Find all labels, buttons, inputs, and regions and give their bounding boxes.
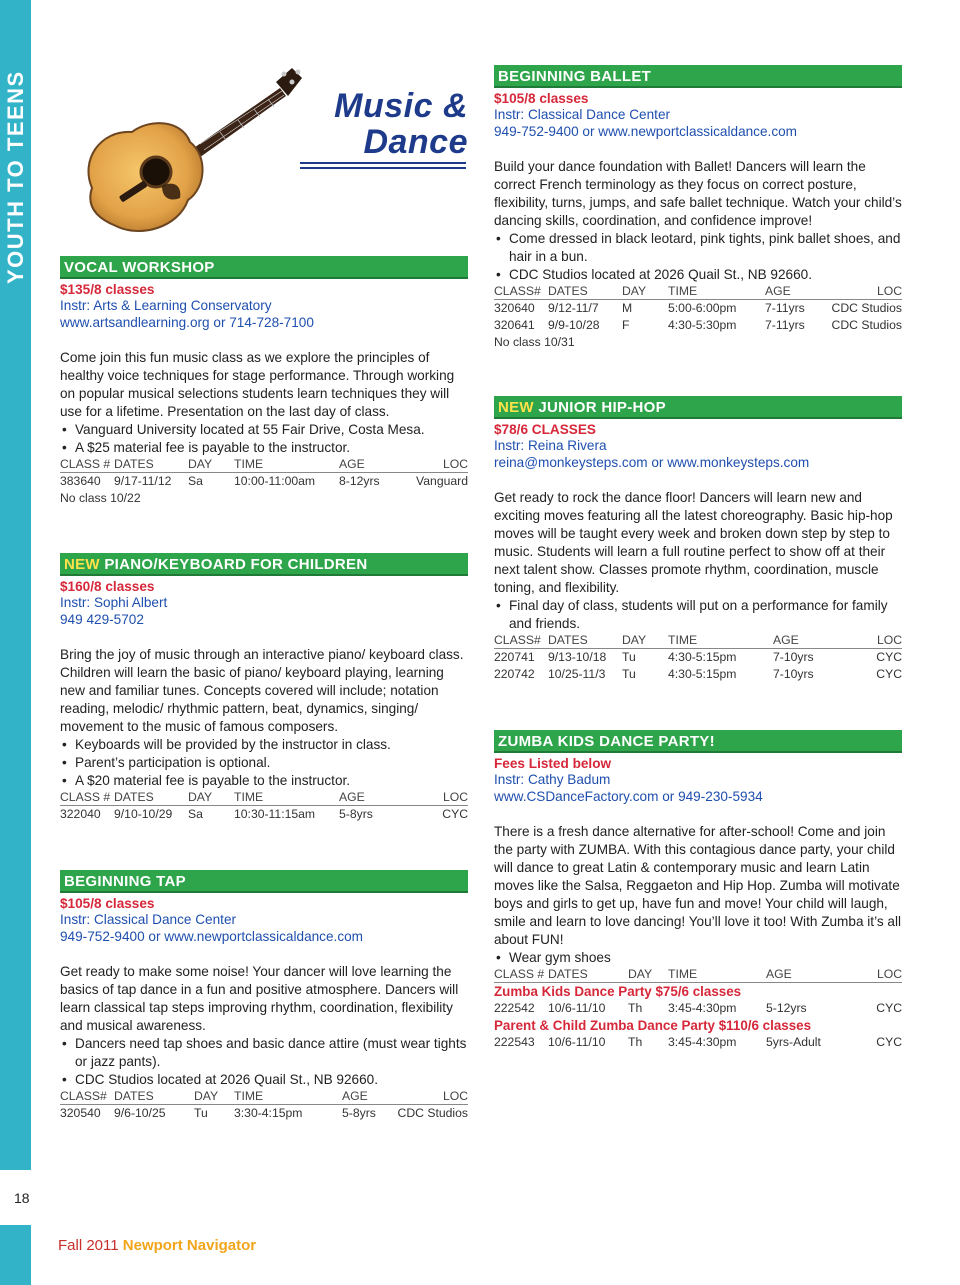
cell: 10/6-11/10 [548, 1001, 606, 1015]
cell: 320640 [494, 301, 535, 315]
table-header-row [494, 967, 902, 983]
cell: 3:30-4:15pm [234, 1106, 303, 1120]
new-badge: NEW [64, 556, 100, 573]
class-price: $160/8 classes [60, 579, 155, 594]
cell: 8-12yrs [339, 474, 380, 488]
section-junior-hip-hop [494, 396, 902, 683]
cell: 9/9-10/28 [548, 318, 600, 332]
cell: 5-8yrs [339, 807, 373, 821]
cell: 220741 [494, 650, 535, 664]
cell: 4:30-5:15pm [668, 667, 737, 681]
side-color-band-bottom [0, 1225, 31, 1285]
contact-link[interactable]: www.artsandlearning.org or 714-728-7100 [60, 314, 314, 330]
contact-phone[interactable]: 949 429-5702 [60, 611, 144, 627]
col-header: CLASS # [494, 967, 548, 983]
table-row [494, 1000, 902, 1017]
cell: 10/6-11/10 [548, 1035, 606, 1049]
class-option-price: Zumba Kids Dance Party $75/6 classes [494, 984, 742, 999]
col-header: DAY [188, 457, 234, 473]
bullet-list [494, 949, 902, 967]
footer-season: Fall 2011 [58, 1237, 119, 1254]
page-number: 18 [14, 1190, 30, 1206]
col-header: DATES [548, 967, 628, 983]
cell: 3:45-4:30pm [668, 1035, 737, 1049]
cell: 4:30-5:15pm [668, 650, 737, 664]
col-header: TIME [234, 1089, 342, 1105]
col-header: LOC [837, 633, 902, 649]
cell: Th [628, 1035, 643, 1049]
col-header: TIME [234, 790, 339, 806]
col-header: DAY [622, 633, 668, 649]
cell: 4:30-5:30pm [668, 318, 737, 332]
cell: 10:30-11:15am [234, 807, 316, 821]
page-title [298, 88, 468, 160]
table-header-row [60, 790, 468, 806]
bullet-item: • Vanguard University located at 55 Fair Drive, Costa Mesa. [60, 421, 468, 439]
description: Come join this fun music class as we explore the principles of healthy voice techniques for stage performance. Through working on popular musical selections students learn techniques they will use for a lifetime. Presentation on the last day of class. [60, 350, 455, 419]
schedule-table [60, 1089, 468, 1122]
col-header: DATES [114, 1089, 194, 1105]
subheading-row [494, 1017, 902, 1034]
bullet-list [60, 1035, 468, 1089]
col-header: AGE [766, 967, 844, 983]
cell: CYC [876, 667, 902, 681]
col-header: DAY [622, 284, 668, 300]
bullet-item: • A $25 material fee is payable to the instructor. [60, 439, 468, 457]
section-title [60, 553, 468, 576]
table-row [60, 1105, 468, 1123]
cell: 220742 [494, 667, 535, 681]
bullet-item: • Dancers need tap shoes and basic dance attire (must wear tights or jazz pants). [60, 1035, 468, 1071]
contact-link[interactable]: reina@monkeysteps.com or www.monkeysteps.com [494, 454, 810, 470]
cell: 3:45-4:30pm [668, 1001, 737, 1015]
cell: 222543 [494, 1035, 535, 1049]
col-header: TIME [668, 284, 765, 300]
cell: 10:00-11:00am [234, 474, 316, 488]
col-header: TIME [668, 633, 773, 649]
cell: M [622, 301, 633, 315]
cell: F [622, 318, 630, 332]
col-header: CLASS # [60, 790, 114, 806]
col-header: LOC [386, 1089, 468, 1105]
bullet-item: • CDC Studios located at 2026 Quail St., NB 92660. [494, 266, 902, 284]
table-row [494, 1034, 902, 1051]
col-header: DAY [628, 967, 668, 983]
cell: 9/13-10/18 [548, 650, 607, 664]
cell: 320641 [494, 318, 535, 332]
bullet-item: • CDC Studios located at 2026 Quail St., NB 92660. [60, 1071, 468, 1089]
cell: 5-12yrs [766, 1001, 807, 1015]
section-title: VOCAL WORKSHOP [60, 256, 468, 279]
col-header: AGE [342, 1089, 386, 1105]
bullet-item: • Keyboards will be provided by the instructor in class. [60, 736, 468, 754]
description: Build your dance foundation with Ballet! Dancers will learn the correct French terminology as they focus on correct posture, flexibility, turns, jumps, and safe ballet technique. Watch your child’s dancing skills, coordination, and confidence improve! [494, 159, 902, 228]
contact-link[interactable]: 949-752-9400 or www.newportclassicaldance.com [494, 123, 797, 139]
section-title-text: JUNIOR HIP-HOP [538, 399, 666, 416]
class-price: $105/8 classes [494, 91, 589, 106]
title-rule [300, 162, 466, 164]
guitar-illustration [70, 60, 305, 240]
cell: 222542 [494, 1001, 535, 1015]
cell: 9/12-11/7 [548, 301, 599, 315]
col-header: CLASS # [60, 457, 114, 473]
instructor: Instr: Classical Dance Center [494, 107, 671, 122]
table-row [494, 317, 902, 334]
section-title: ZUMBA KIDS DANCE PARTY! [494, 730, 902, 753]
section-vocal-workshop [60, 256, 468, 506]
table-row [494, 649, 902, 667]
table-row [494, 300, 902, 318]
col-header: LOC [403, 457, 468, 473]
section-beginning-tap [60, 870, 468, 1122]
cell: Th [628, 1001, 643, 1015]
col-header: CLASS# [494, 284, 548, 300]
section-beginning-ballet [494, 65, 902, 350]
description: Get ready to make some noise! Your dancer will love learning the basics of tap dance in a fun and positive atmosphere. Dancers will learn classical tap steps improving rhythm, coordination, flexibility and musical awareness. [60, 964, 459, 1033]
bullet-list [494, 597, 902, 633]
cell: 383640 [60, 474, 101, 488]
cell: 5:00-6:00pm [668, 301, 737, 315]
instructor: Instr: Cathy Badum [494, 772, 611, 787]
section-title-text: PIANO/KEYBOARD FOR CHILDREN [104, 556, 368, 573]
col-header: LOC [844, 967, 902, 983]
table-header-row [494, 633, 902, 649]
cell: CYC [876, 650, 902, 664]
instructor: Instr: Reina Rivera [494, 438, 607, 453]
class-price: $135/8 classes [60, 282, 155, 297]
col-header: AGE [765, 284, 819, 300]
page-title-line2: Dance [363, 123, 468, 161]
section-title: BEGINNING TAP [60, 870, 468, 893]
col-header: AGE [339, 790, 403, 806]
cell: 5-8yrs [342, 1106, 376, 1120]
schedule-table [494, 284, 902, 334]
col-header: DAY [188, 790, 234, 806]
schedule-note: No class 10/22 [60, 491, 141, 505]
section-zumba-kids [494, 730, 902, 1051]
table-header-row [60, 1089, 468, 1105]
contact-link[interactable]: 949-752-9400 or www.newportclassicaldance.com [60, 928, 363, 944]
cell: CYC [442, 807, 468, 821]
bullet-list [60, 421, 468, 457]
cell: CDC Studios [397, 1106, 468, 1120]
col-header: TIME [234, 457, 339, 473]
col-header: DATES [114, 790, 188, 806]
page-title-line1: Music & [334, 87, 468, 125]
col-header: CLASS# [494, 633, 548, 649]
contact-link[interactable]: www.CSDanceFactory.com or 949-230-5934 [494, 788, 763, 804]
cell: 7-10yrs [773, 650, 814, 664]
class-price: $78/6 CLASSES [494, 422, 596, 437]
cell: 9/17-11/12 [114, 474, 172, 488]
table-row [60, 806, 468, 824]
cell: 5yrs-Adult [766, 1035, 821, 1049]
cell: 9/10-10/29 [114, 807, 173, 821]
col-header: DATES [548, 284, 622, 300]
schedule-table [60, 457, 468, 490]
cell: Tu [622, 650, 636, 664]
cell: 7-10yrs [773, 667, 814, 681]
bullet-item: • A $20 material fee is payable to the instructor. [60, 772, 468, 790]
bullet-item: • Final day of class, students will put on a performance for family and friends. [494, 597, 902, 633]
description: There is a fresh dance alternative for after-school! Come and join the party with ZUMBA. With this contagious dance party, your child will dance to great Latin & contemporary music and learn Latin moves like the Salsa, Reggaeton and Hip Hop. Zumba will motivate boys and girls to get up, have fun and move! Your child will laugh, smile and learn to love dancing! You’ll love it too! With Zumba it’s all about FUN! [494, 824, 902, 947]
cell: 10/25-11/3 [548, 667, 606, 681]
bullet-list [494, 230, 902, 284]
cell: 7-11yrs [765, 318, 805, 332]
section-title [494, 396, 902, 419]
class-price: Fees Listed below [494, 756, 612, 771]
title-rule [300, 167, 466, 169]
description: Get ready to rock the dance floor! Dancers will learn new and exciting moves featuring all the latest choreography. Basic hip-hop moves will be taught every week and broken down step by step to music. Students will learn a full routine perfect to show off at their next talent show. Classes promote rhythm, coordination, muscle toning, and flexibility. [494, 490, 893, 595]
cell: 9/6-10/25 [114, 1106, 166, 1120]
table-header-row [494, 284, 902, 300]
bullet-item: • Come dressed in black leotard, pink tights, pink ballet shoes, and hair in a bun. [494, 230, 902, 266]
cell: 7-11yrs [765, 301, 805, 315]
bullet-item: • Parent’s participation is optional. [60, 754, 468, 772]
table-row [494, 666, 902, 683]
schedule-table [494, 633, 902, 683]
cell: 322040 [60, 807, 101, 821]
schedule-note: No class 10/31 [494, 335, 575, 349]
footer-publication: Newport Navigator [122, 1237, 257, 1254]
schedule-table [60, 790, 468, 823]
section-title: BEGINNING BALLET [494, 65, 902, 88]
footer [58, 1237, 256, 1254]
cell: CYC [876, 1001, 902, 1015]
side-section-label: YOUTH TO TEENS [3, 70, 28, 285]
col-header: DAY [194, 1089, 234, 1105]
col-header: DATES [548, 633, 622, 649]
col-header: DATES [114, 457, 188, 473]
cell: Sa [188, 474, 203, 488]
table-header-row [60, 457, 468, 473]
instructor: Instr: Sophi Albert [60, 595, 168, 610]
description: Bring the joy of music through an interactive piano/ keyboard class. Children will learn the basic of piano/ keyboard playing, learning new and familiar tunes. Concepts covered will include; notation reading, melodic/ rhythmic pattern, beat, dynamics, singing/ movement to the music of famous composers. [60, 647, 464, 734]
cell: CDC Studios [831, 318, 902, 332]
instructor: Instr: Classical Dance Center [60, 912, 237, 927]
cell: Vanguard [416, 474, 468, 488]
col-header: AGE [773, 633, 837, 649]
bullet-list [60, 736, 468, 790]
col-header: AGE [339, 457, 403, 473]
cell: 320540 [60, 1106, 101, 1120]
cell: CYC [876, 1035, 902, 1049]
bullet-item: • Wear gym shoes [494, 949, 902, 967]
cell: Tu [622, 667, 636, 681]
section-piano-keyboard [60, 553, 468, 823]
cell: CDC Studios [831, 301, 902, 315]
subheading-row [494, 983, 902, 1001]
new-badge: NEW [498, 399, 534, 416]
table-row [60, 473, 468, 491]
class-price: $105/8 classes [60, 896, 155, 911]
col-header: LOC [403, 790, 468, 806]
instructor: Instr: Arts & Learning Conservatory [60, 298, 272, 313]
col-header: CLASS# [60, 1089, 114, 1105]
schedule-table [494, 967, 902, 1051]
col-header: LOC [819, 284, 902, 300]
cell: Tu [194, 1106, 208, 1120]
cell: Sa [188, 807, 203, 821]
col-header: TIME [668, 967, 766, 983]
class-option-price: Parent & Child Zumba Dance Party $110/6 classes [494, 1018, 812, 1033]
